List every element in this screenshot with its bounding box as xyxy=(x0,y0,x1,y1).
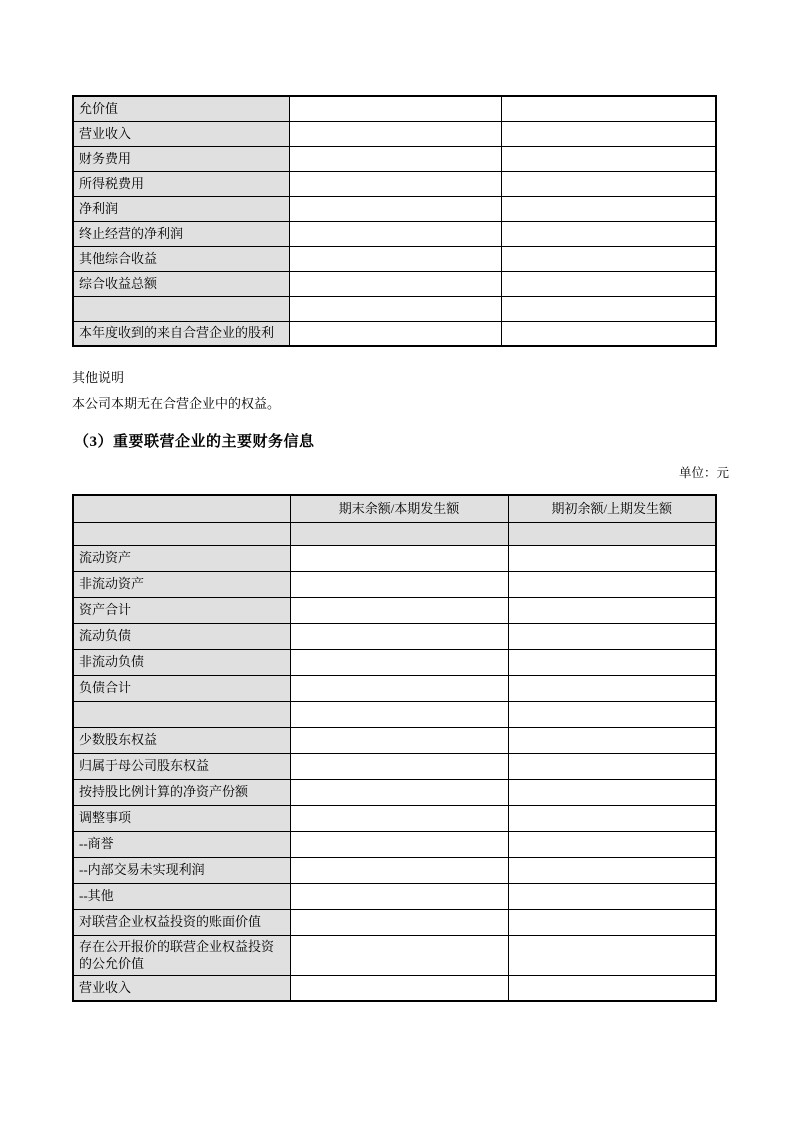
value-cell xyxy=(501,121,716,146)
value-cell xyxy=(290,545,508,571)
row-label: 流动负债 xyxy=(73,623,290,649)
other-notes-title: 其他说明 xyxy=(72,370,125,385)
row-label: 其他综合收益 xyxy=(73,246,289,271)
row-label: --其他 xyxy=(73,883,290,909)
unit-label: 单位：元 xyxy=(678,466,729,480)
section-heading: （3）重要联营企业的主要财务信息 xyxy=(74,434,315,450)
row-label: --商誉 xyxy=(73,831,290,857)
table-row xyxy=(73,196,716,221)
value-cell xyxy=(290,597,508,623)
value-cell xyxy=(508,701,716,727)
row-label: 调整事项 xyxy=(73,805,290,831)
value-cell xyxy=(508,571,716,597)
value-cell xyxy=(501,321,716,346)
row-label: 净利润 xyxy=(73,196,289,221)
row-label: 营业收入 xyxy=(73,975,290,1001)
other-notes-body: 本公司本期无在合营企业中的权益。 xyxy=(72,396,281,411)
table-row xyxy=(73,121,716,146)
value-cell xyxy=(290,935,508,975)
value-cell xyxy=(508,935,716,975)
value-cell xyxy=(290,701,508,727)
row-label: 营业收入 xyxy=(73,121,289,146)
row-label: 资产合计 xyxy=(73,597,290,623)
value-cell xyxy=(508,649,716,675)
row-label: 非流动负债 xyxy=(73,649,290,675)
table-row xyxy=(73,296,716,321)
value-cell xyxy=(289,171,501,196)
value-cell xyxy=(501,146,716,171)
row-label: 存在公开报价的联营企业权益投资的公允价值 xyxy=(73,935,290,975)
value-cell xyxy=(290,975,508,1001)
row-label: 所得税费用 xyxy=(73,171,289,196)
row-label: 综合收益总额 xyxy=(73,271,289,296)
table-subheader-row xyxy=(73,522,716,545)
table-row xyxy=(73,221,716,246)
value-cell xyxy=(508,857,716,883)
table-row xyxy=(73,975,716,1001)
value-cell xyxy=(289,296,501,321)
value-cell xyxy=(508,753,716,779)
row-label xyxy=(73,296,289,321)
value-cell xyxy=(508,675,716,701)
value-cell xyxy=(290,623,508,649)
table-row xyxy=(73,571,716,597)
value-cell xyxy=(289,321,501,346)
value-cell xyxy=(501,196,716,221)
table-row xyxy=(73,779,716,805)
table-row xyxy=(73,321,716,346)
value-cell xyxy=(508,909,716,935)
header-cell-prior-period: 期初余额/上期发生额 xyxy=(508,495,716,522)
value-cell xyxy=(290,649,508,675)
table-row xyxy=(73,883,716,909)
value-cell xyxy=(290,727,508,753)
value-cell xyxy=(290,779,508,805)
value-cell xyxy=(290,857,508,883)
value-cell xyxy=(289,121,501,146)
value-cell xyxy=(501,271,716,296)
row-label: 流动资产 xyxy=(73,545,290,571)
associates-financials-table xyxy=(72,494,717,1002)
value-cell xyxy=(501,296,716,321)
value-cell xyxy=(290,675,508,701)
value-cell xyxy=(290,883,508,909)
row-label: 归属于母公司股东权益 xyxy=(73,753,290,779)
table-row xyxy=(73,805,716,831)
value-cell xyxy=(290,753,508,779)
subheader-cell xyxy=(508,522,716,545)
value-cell xyxy=(290,909,508,935)
table-row xyxy=(73,831,716,857)
value-cell xyxy=(508,975,716,1001)
table-row xyxy=(73,246,716,271)
table-row xyxy=(73,597,716,623)
value-cell xyxy=(290,831,508,857)
table-row xyxy=(73,545,716,571)
header-cell-empty xyxy=(73,495,290,522)
value-cell xyxy=(508,545,716,571)
table-row xyxy=(73,623,716,649)
value-cell xyxy=(508,597,716,623)
row-label: 负债合计 xyxy=(73,675,290,701)
joint-venture-financials-table xyxy=(72,95,717,347)
header-cell-current-period: 期末余额/本期发生额 xyxy=(290,495,508,522)
value-cell xyxy=(508,727,716,753)
value-cell xyxy=(501,221,716,246)
table-row xyxy=(73,909,716,935)
table-row xyxy=(73,649,716,675)
value-cell xyxy=(289,271,501,296)
value-cell xyxy=(290,805,508,831)
table-row xyxy=(73,146,716,171)
table-row xyxy=(73,935,716,975)
value-cell xyxy=(289,196,501,221)
value-cell xyxy=(508,805,716,831)
table-header-row xyxy=(73,495,716,522)
value-cell xyxy=(501,246,716,271)
row-label: 对联营企业权益投资的账面价值 xyxy=(73,909,290,935)
row-label: 少数股东权益 xyxy=(73,727,290,753)
value-cell xyxy=(508,883,716,909)
value-cell xyxy=(501,96,716,121)
table-row xyxy=(73,171,716,196)
table-row xyxy=(73,727,716,753)
value-cell xyxy=(508,831,716,857)
value-cell xyxy=(289,146,501,171)
value-cell xyxy=(501,171,716,196)
row-label: 本年度收到的来自合营企业的股利 xyxy=(73,321,289,346)
row-label: 终止经营的净利润 xyxy=(73,221,289,246)
row-label: 按持股比例计算的净资产份额 xyxy=(73,779,290,805)
row-label xyxy=(73,701,290,727)
value-cell xyxy=(290,571,508,597)
row-label: 财务费用 xyxy=(73,146,289,171)
value-cell xyxy=(508,623,716,649)
table-row xyxy=(73,271,716,296)
row-label: --内部交易未实现利润 xyxy=(73,857,290,883)
table-row xyxy=(73,675,716,701)
subheader-cell xyxy=(73,522,290,545)
row-label: 非流动资产 xyxy=(73,571,290,597)
row-label: 允价值 xyxy=(73,96,289,121)
table-row xyxy=(73,857,716,883)
subheader-cell xyxy=(290,522,508,545)
table-row xyxy=(73,96,716,121)
table-row xyxy=(73,701,716,727)
value-cell xyxy=(289,246,501,271)
value-cell xyxy=(289,221,501,246)
value-cell xyxy=(508,779,716,805)
value-cell xyxy=(289,96,501,121)
table-row xyxy=(73,753,716,779)
